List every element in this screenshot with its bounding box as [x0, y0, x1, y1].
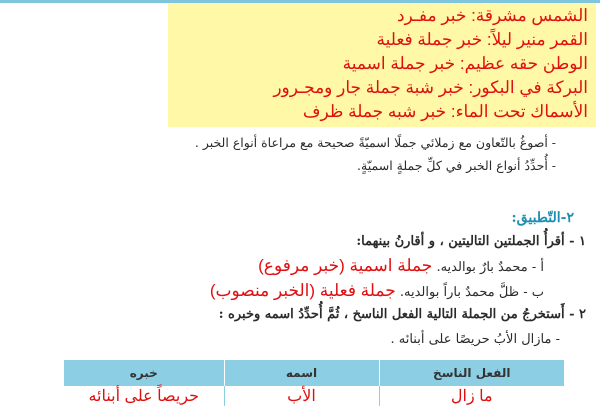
answers-highlight-box: [168, 3, 596, 127]
header-its-subject: اسمه: [224, 360, 379, 386]
question-1-a-answer: جملة اسمية (خبر مرفوع): [258, 256, 433, 275]
answer-line-1: الشمس مشرقة: خبر مفـرد: [396, 6, 588, 25]
header-its-predicate: خبره: [64, 360, 224, 386]
question-1-prompt: ١ - أقرأُ الجملتين التاليتين ، و أقارنُ بينهما:: [356, 234, 586, 249]
answer-line-4: البركة في البكور: خبر شبة جملة جار ومجـرور: [273, 78, 588, 97]
cell-its-subject: الأب: [224, 386, 379, 406]
answer-line-3: الوطن حقه عظيم: خبر جملة اسمية: [342, 54, 588, 73]
question-1-b-sentence: ب - ظلَّ محمدٌ باراً بوالديه.: [399, 285, 544, 300]
cell-nasikh-verb: ما زال: [379, 386, 564, 406]
cell-its-predicate: حريصاً على أبنائه: [88, 388, 200, 405]
objective-2: - أُحدِّدُ أنواع الخبر في كلِّ جملةٍ اسميّةٍ.: [357, 158, 556, 173]
question-1-a: [258, 256, 544, 276]
table-header-row: [64, 360, 564, 386]
question-2-prompt: ٢ - أَستخرجُ من الجملة التالية الفعل الناسخ ، ثُمَّ أُحدِّدُ اسمه وخبره :: [218, 307, 586, 322]
section-heading-application: ٢-التّطبيق:: [511, 210, 574, 226]
objective-1: - أصوغُ بالتّعاون مع زملائي جملًا اسميّةً صحيحة مع مراعاة أنواع الخبر .: [194, 135, 556, 150]
header-nasikh-verb: الفعل الناسخ: [379, 360, 564, 386]
question-1-b: [210, 281, 544, 301]
question-1-a-sentence: أ - محمدٌ بارٌ بوالديه.: [436, 260, 544, 275]
answer-table: [64, 360, 564, 406]
question-2-sentence: - مازال الأبُ حريصًا على أبنائه .: [390, 332, 560, 347]
answer-line-2: القمر منير ليلاً: خبر جملة فعلية: [376, 30, 588, 49]
answer-line-5: الأسماك تحت الماء: خبر شبه جملة ظرف: [302, 102, 588, 121]
table-row: [64, 386, 564, 406]
question-1-b-answer: جملة فعلية (الخبر منصوب): [209, 281, 396, 300]
